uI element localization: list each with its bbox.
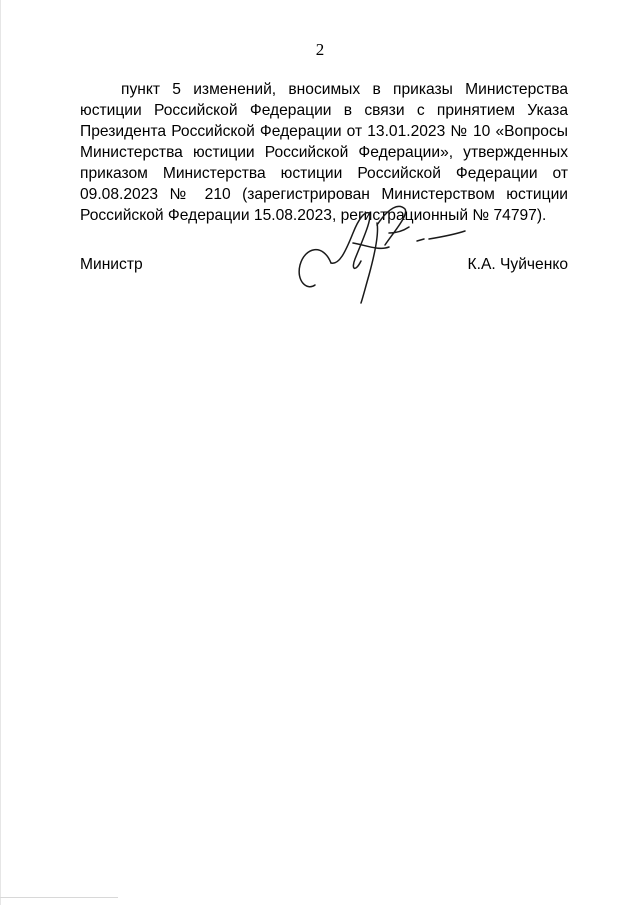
handwritten-signature [293,203,473,305]
signature-stroke-loop [331,213,370,269]
signature-stroke-descender [361,223,378,303]
signature-stroke-cross [353,243,389,248]
page-number: 2 [315,40,325,59]
signer-name: К.А. Чуйченко [467,256,568,273]
signature-stroke-accent [389,227,409,233]
body-paragraph: пункт 5 изменений, вносимых в приказы Министерства юстиции Российской Федерации в связи с принятием Указа Президента Российской Федерации от 13.01.2023 № 10 «Вопросы Министерства юстиции Российской Федерации», утвержденных приказом Министерства юстиции Российской Федерации от 09.08.2023 № 210 (зарегистрирован Министерством юстиции Российской Федерации 15.08.2023, регистрационный № 74797). [80,81,568,224]
page-edge [0,0,1,905]
bottom-edge-mark [0,897,118,898]
signature-stroke-dash [417,239,424,241]
signature-stroke-tail [429,231,465,239]
signature-stroke-hook [377,206,406,245]
signer-title: Министр [80,256,143,273]
signature-stroke-main [299,250,331,287]
